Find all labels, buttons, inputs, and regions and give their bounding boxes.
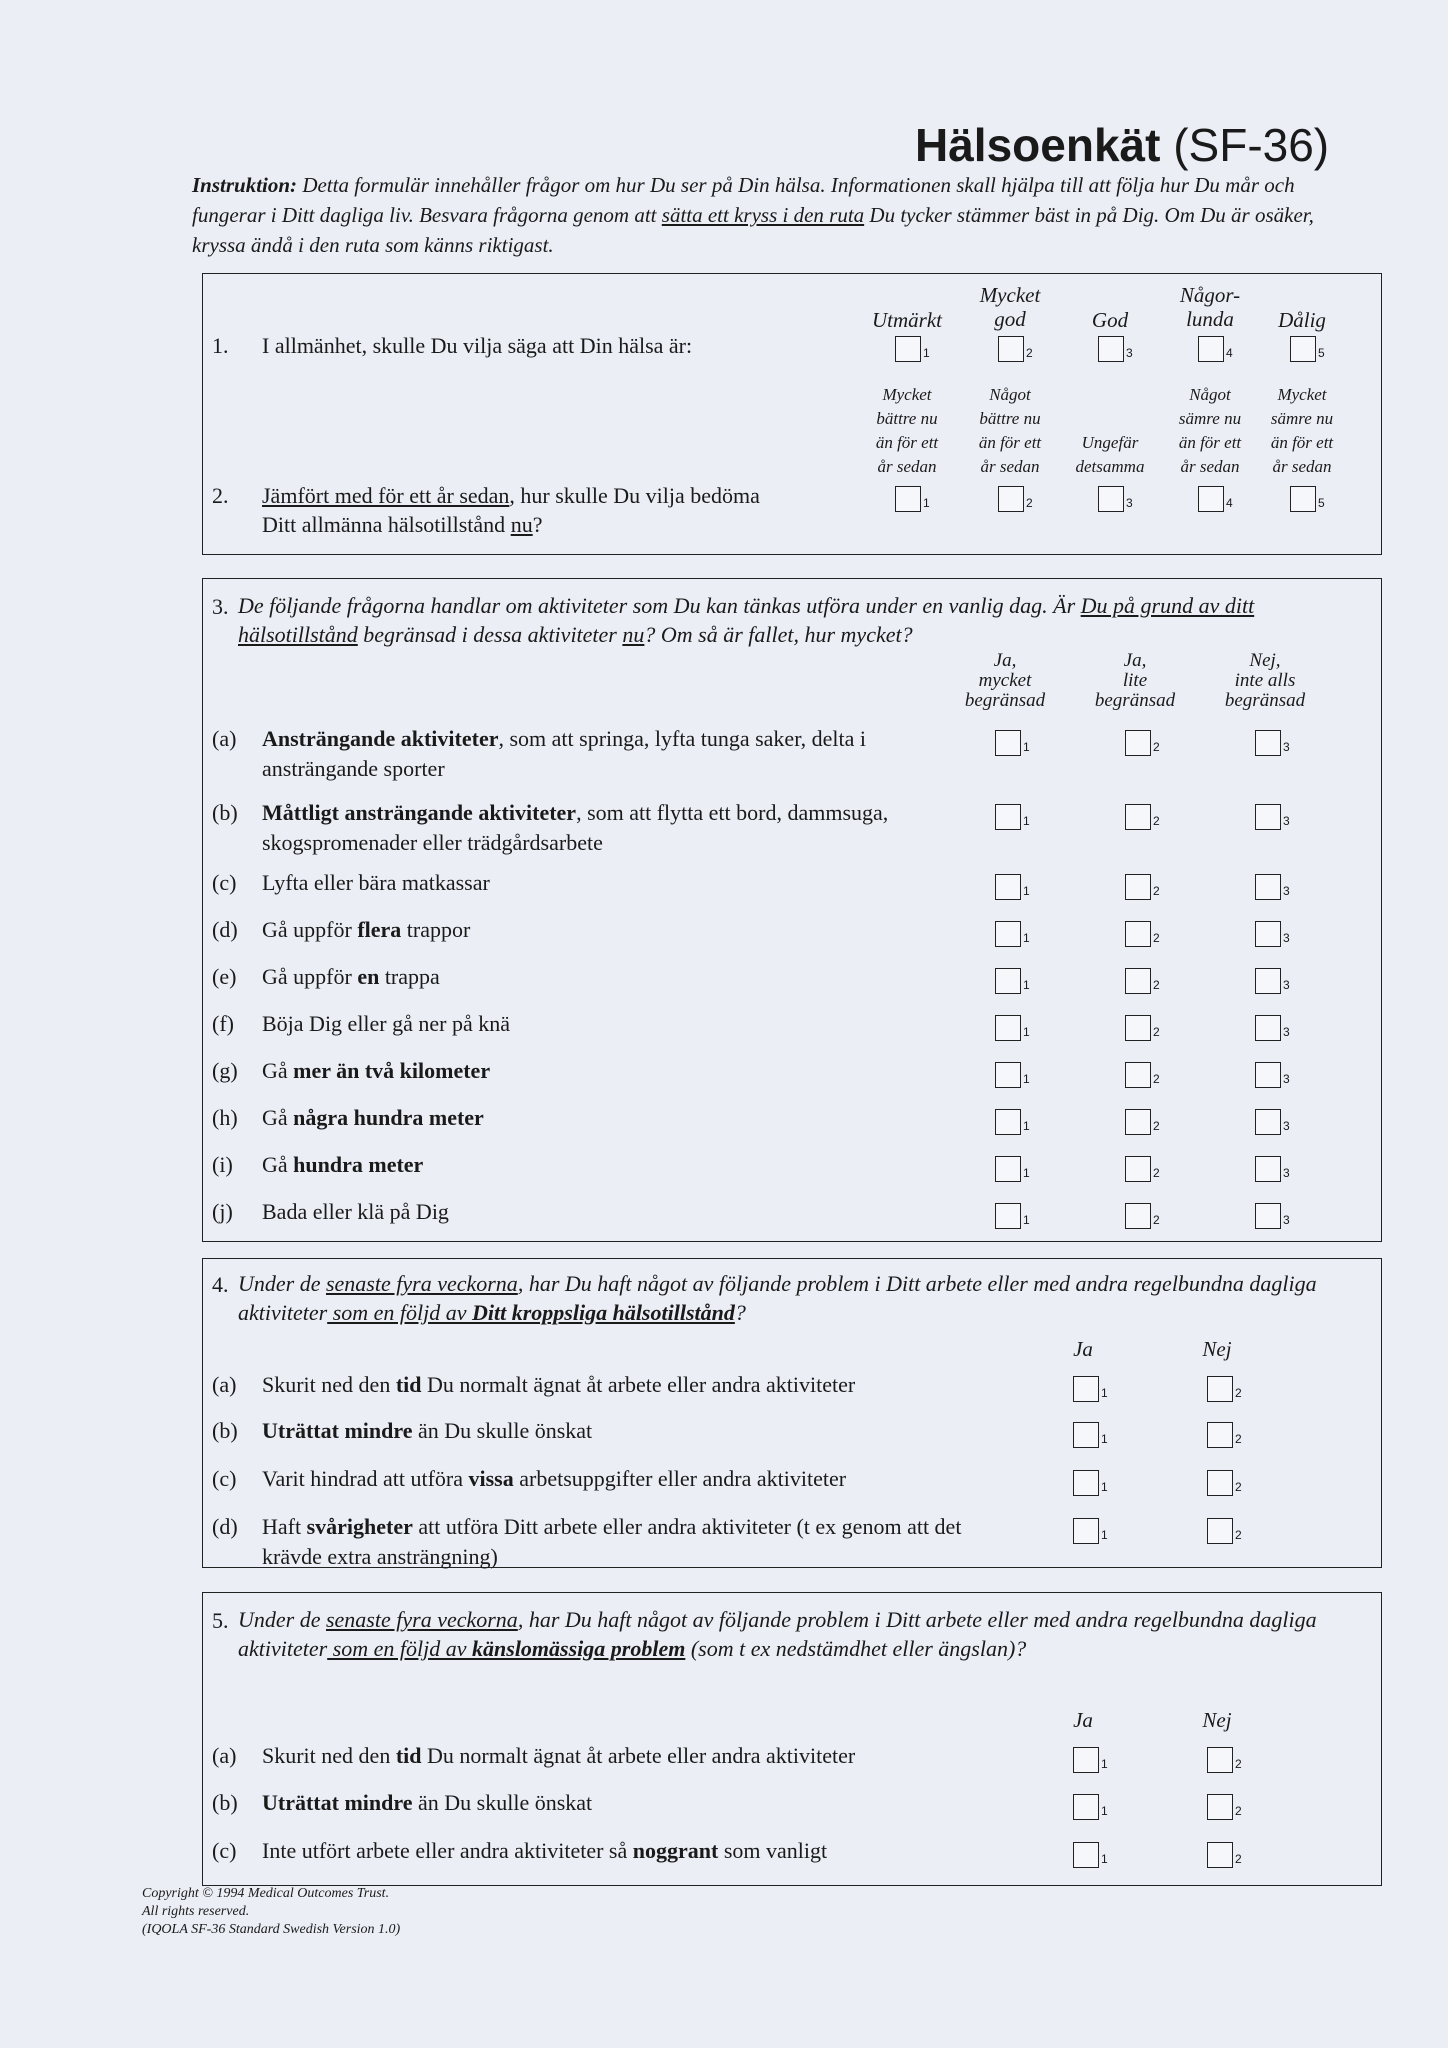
q3-b-option-2[interactable] [1125, 804, 1151, 830]
q5-item-letter-a: (a) [212, 1743, 237, 1768]
q3-b-option-3[interactable] [1255, 804, 1281, 830]
q3-f-option-3-code: 3 [1283, 1025, 1290, 1039]
q3-h-option-3[interactable] [1255, 1109, 1281, 1135]
q3-item-letter-b: (b) [212, 800, 238, 825]
q4-col-header-2: Nej [1202, 1337, 1232, 1361]
q5-item-text-b: Uträttat mindre än Du skulle önskat [262, 1790, 593, 1815]
q3-col-header-1: Ja, mycket begränsad [964, 650, 1046, 711]
q3-e-option-1[interactable] [995, 968, 1021, 994]
q3-col-header-3: Nej, inte alls begränsad [1224, 650, 1306, 711]
q2-option-2-code: 2 [1026, 496, 1033, 510]
q4-item-letter-b: (b) [212, 1418, 238, 1443]
q3-item-text-h: Gå några hundra meter [262, 1105, 484, 1130]
q3-i-option-3-code: 3 [1283, 1166, 1290, 1180]
q3-a-option-2-code: 2 [1153, 740, 1160, 754]
q5-a-option-2[interactable] [1207, 1747, 1233, 1773]
q3-d-option-2-code: 2 [1153, 931, 1160, 945]
q1-option-label-5: Dålig [1278, 308, 1326, 332]
q4-item-text-d: Haft svårigheter att utföra Ditt arbete eller andra aktiviteter (t ex genom att det krävde extra ansträngning) [262, 1514, 962, 1569]
q1-text: I allmänhet, skulle Du vilja säga att Din hälsa är: [262, 333, 693, 358]
q4-item-text-a: Skurit ned den tid Du normalt ägnat åt arbete eller andra aktiviteter [262, 1372, 856, 1397]
q2-option-1-code: 1 [923, 496, 930, 510]
q4-a-option-2[interactable] [1207, 1376, 1233, 1402]
q1-option-5-code: 5 [1318, 346, 1325, 360]
q3-g-option-1-code: 1 [1023, 1072, 1030, 1086]
q3-item-letter-f: (f) [212, 1011, 234, 1036]
q3-j-option-2-code: 2 [1153, 1213, 1160, 1227]
q3-i-option-2-code: 2 [1153, 1166, 1160, 1180]
q3-f-option-1[interactable] [995, 1015, 1021, 1041]
q1-option-4-code: 4 [1226, 346, 1233, 360]
q3-item-letter-d: (d) [212, 917, 238, 942]
q5-col-header-2: Nej [1202, 1708, 1232, 1732]
q2-option-4-code: 4 [1226, 496, 1233, 510]
q3-f-option-2-code: 2 [1153, 1025, 1160, 1039]
q3-b-option-1-code: 1 [1023, 814, 1030, 828]
q3-c-option-2-code: 2 [1153, 884, 1160, 898]
q3-d-option-1[interactable] [995, 921, 1021, 947]
q3-h-option-3-code: 3 [1283, 1119, 1290, 1133]
q3-i-option-1[interactable] [995, 1156, 1021, 1182]
q3-j-option-1-code: 1 [1023, 1213, 1030, 1227]
q5-number: 5. [212, 1608, 229, 1633]
q3-f-option-3[interactable] [1255, 1015, 1281, 1041]
q1-option-5[interactable] [1290, 336, 1316, 362]
q3-a-option-3[interactable] [1255, 730, 1281, 756]
q3-e-option-3-code: 3 [1283, 978, 1290, 992]
q1-option-3-code: 3 [1126, 346, 1133, 360]
q3-c-option-3-code: 3 [1283, 884, 1290, 898]
q3-h-option-1-code: 1 [1023, 1119, 1030, 1133]
q2-option-3-code: 3 [1126, 496, 1133, 510]
q1-option-label-3: God [1091, 308, 1129, 332]
q4-c-option-2-code: 2 [1235, 1480, 1242, 1494]
q3-item-text-a: Ansträngande aktiviteter, som att springa, lyfta tunga saker, delta i ansträngande sporter [262, 726, 867, 781]
q4-a-option-2-code: 2 [1235, 1386, 1242, 1400]
q5-item-text-c: Inte utfört arbete eller andra aktiviteter så noggrant som vanligt [262, 1838, 828, 1863]
q4-intro: Under de senaste fyra veckorna, har Du haft något av följande problem i Ditt arbete eller med andra regelbundna dagliga aktiviteter som en följd av Ditt kroppsliga hälsotillstånd? [238, 1271, 1317, 1325]
q3-i-option-3[interactable] [1255, 1156, 1281, 1182]
q4-number: 4. [212, 1272, 229, 1297]
q3-i-option-1-code: 1 [1023, 1166, 1030, 1180]
q3-c-option-1[interactable] [995, 874, 1021, 900]
q3-item-text-i: Gå hundra meter [262, 1152, 424, 1177]
q5-c-option-1-code: 1 [1101, 1852, 1108, 1866]
q3-item-text-d: Gå uppför flera trappor [262, 917, 471, 942]
q3-item-text-j: Bada eller klä på Dig [262, 1199, 449, 1224]
q3-j-option-3[interactable] [1255, 1203, 1281, 1229]
q3-a-option-2[interactable] [1125, 730, 1151, 756]
q4-d-option-2[interactable] [1207, 1518, 1233, 1544]
q4-c-option-1[interactable] [1073, 1470, 1099, 1496]
q5-b-option-1-code: 1 [1101, 1804, 1108, 1818]
q3-d-option-1-code: 1 [1023, 931, 1030, 945]
q5-c-option-2-code: 2 [1235, 1852, 1242, 1866]
q3-item-letter-c: (c) [212, 870, 237, 895]
q3-item-letter-h: (h) [212, 1105, 238, 1130]
q3-e-option-1-code: 1 [1023, 978, 1030, 992]
q3-e-option-2[interactable] [1125, 968, 1151, 994]
q3-e-option-2-code: 2 [1153, 978, 1160, 992]
q3-number: 3. [212, 594, 229, 619]
q3-g-option-2-code: 2 [1153, 1072, 1160, 1086]
q1-option-1[interactable] [895, 336, 921, 362]
q4-b-option-1[interactable] [1073, 1422, 1099, 1448]
q5-item-letter-b: (b) [212, 1790, 238, 1815]
q3-e-option-3[interactable] [1255, 968, 1281, 994]
q5-b-option-2[interactable] [1207, 1794, 1233, 1820]
page-title: Hälsoenkät (SF-36) [915, 119, 1330, 171]
q4-c-option-2[interactable] [1207, 1470, 1233, 1496]
q5-col-header-1: Ja [1073, 1708, 1093, 1732]
q1-option-label-1: Utmärkt [872, 308, 942, 332]
q5-a-option-2-code: 2 [1235, 1757, 1242, 1771]
q1-option-3[interactable] [1098, 336, 1124, 362]
q4-d-option-2-code: 2 [1235, 1528, 1242, 1542]
q5-item-text-a: Skurit ned den tid Du normalt ägnat åt arbete eller andra aktiviteter [262, 1743, 856, 1768]
q2-option-1[interactable] [895, 486, 921, 512]
q3-a-option-1[interactable] [995, 730, 1021, 756]
q2-option-3[interactable] [1098, 486, 1124, 512]
q5-b-option-1[interactable] [1073, 1794, 1099, 1820]
q3-item-text-b: Måttligt ansträngande aktiviteter, som att flytta ett bord, dammsuga, skogspromenader eller trädgårdsarbete [262, 800, 889, 855]
q1-option-2-code: 2 [1026, 346, 1033, 360]
q2-option-label-2: Något bättre nu än för ett år sedan [978, 385, 1042, 476]
q4-b-option-2[interactable] [1207, 1422, 1233, 1448]
q3-j-option-3-code: 3 [1283, 1213, 1290, 1227]
instructions: Instruktion: Detta formulär innehåller frågor om hur Du ser på Din hälsa. Informationen skall hjälpa till att följa hur Du mår och fungerar i Ditt dagliga liv. Besvara frågorna genom att sätta ett kryss i den ruta Du tycker stämmer bäst in på Dig. Om Du är osäker, kryssa ändå i den ruta som känns riktigast. [192, 173, 1314, 257]
q3-g-option-3-code: 3 [1283, 1072, 1290, 1086]
q5-a-option-1[interactable] [1073, 1747, 1099, 1773]
q2-option-4[interactable] [1198, 486, 1224, 512]
q3-a-option-3-code: 3 [1283, 740, 1290, 754]
q3-c-option-2[interactable] [1125, 874, 1151, 900]
q4-col-header-1: Ja [1073, 1337, 1093, 1361]
q5-b-option-2-code: 2 [1235, 1804, 1242, 1818]
q3-intro: De följande frågorna handlar om aktiviteter som Du kan tänkas utföra under en vanlig dag. Är Du på grund av ditt hälsotillstånd begränsad i dessa aktiviteter nu? Om så är fallet, hur mycket? [238, 593, 1255, 647]
q3-col-header-2: Ja, lite begränsad [1094, 650, 1176, 711]
q2-option-label-1: Mycket bättre nu än för ett år sedan [875, 385, 939, 476]
q3-item-letter-g: (g) [212, 1058, 238, 1083]
q3-item-text-g: Gå mer än två kilometer [262, 1058, 491, 1083]
q5-intro: Under de senaste fyra veckorna, har Du haft något av följande problem i Ditt arbete eller med andra regelbundna dagliga aktiviteter som en följd av känslomässiga problem (som t ex nedstämdhet eller ängslan)? [238, 1607, 1317, 1661]
q3-item-text-c: Lyfta eller bära matkassar [262, 870, 490, 895]
q5-a-option-1-code: 1 [1101, 1757, 1108, 1771]
copyright: Copyright © 1994 Medical Outcomes Trust. All rights reserved. (IQOLA SF-36 Standard Swedish Version 1.0) [142, 1886, 401, 1937]
q2-option-label-4: Något sämre nu än för ett år sedan [1178, 385, 1242, 476]
q1-option-label-4: Någor- lunda [1179, 283, 1241, 331]
q3-b-option-1[interactable] [995, 804, 1021, 830]
q3-c-option-3[interactable] [1255, 874, 1281, 900]
q3-b-option-2-code: 2 [1153, 814, 1160, 828]
q4-item-text-c: Varit hindrad att utföra vissa arbetsuppgifter eller andra aktiviteter [262, 1466, 847, 1491]
q3-f-option-2[interactable] [1125, 1015, 1151, 1041]
q3-b-option-3-code: 3 [1283, 814, 1290, 828]
q1-option-4[interactable] [1198, 336, 1224, 362]
q4-b-option-1-code: 1 [1101, 1432, 1108, 1446]
q2-option-2[interactable] [998, 486, 1024, 512]
q3-j-option-1[interactable] [995, 1203, 1021, 1229]
q3-j-option-2[interactable] [1125, 1203, 1151, 1229]
q3-h-option-1[interactable] [995, 1109, 1021, 1135]
q3-item-letter-a: (a) [212, 726, 237, 751]
q1-option-1-code: 1 [923, 346, 930, 360]
q3-h-option-2[interactable] [1125, 1109, 1151, 1135]
q4-b-option-2-code: 2 [1235, 1432, 1242, 1446]
q1-number: 1. [212, 333, 229, 358]
q3-g-option-1[interactable] [995, 1062, 1021, 1088]
q5-item-letter-c: (c) [212, 1838, 237, 1863]
q4-a-option-1-code: 1 [1101, 1386, 1108, 1400]
q3-a-option-1-code: 1 [1023, 740, 1030, 754]
q2-number: 2. [212, 483, 229, 508]
q3-g-option-3[interactable] [1255, 1062, 1281, 1088]
q2-option-label-5: Mycket sämre nu än för ett år sedan [1270, 385, 1334, 476]
q4-a-option-1[interactable] [1073, 1376, 1099, 1402]
q3-d-option-2[interactable] [1125, 921, 1151, 947]
q3-h-option-2-code: 2 [1153, 1119, 1160, 1133]
q5-c-option-2[interactable] [1207, 1842, 1233, 1868]
q4-d-option-1-code: 1 [1101, 1528, 1108, 1542]
q3-item-text-f: Böja Dig eller gå ner på knä [262, 1011, 511, 1036]
q3-c-option-1-code: 1 [1023, 884, 1030, 898]
q3-item-letter-e: (e) [212, 964, 237, 989]
q3-d-option-3-code: 3 [1283, 931, 1290, 945]
q4-item-letter-a: (a) [212, 1372, 237, 1397]
q3-f-option-1-code: 1 [1023, 1025, 1030, 1039]
q4-d-option-1[interactable] [1073, 1518, 1099, 1544]
q3-d-option-3[interactable] [1255, 921, 1281, 947]
q4-item-letter-c: (c) [212, 1466, 237, 1491]
q2-option-5-code: 5 [1318, 496, 1325, 510]
q1-option-2[interactable] [998, 336, 1024, 362]
q2-text: Jämfört med för ett år sedan, hur skulle Du vilja bedöma Ditt allmänna hälsotillstånd nu? [262, 483, 760, 537]
q3-item-letter-j: (j) [212, 1199, 233, 1224]
q1-option-label-2: Mycket god [979, 283, 1041, 331]
q3-item-letter-i: (i) [212, 1152, 233, 1177]
q2-option-label-3: Ungefär detsamma [1075, 433, 1145, 476]
q3-i-option-2[interactable] [1125, 1156, 1151, 1182]
q5-c-option-1[interactable] [1073, 1842, 1099, 1868]
q2-option-5[interactable] [1290, 486, 1316, 512]
q4-item-text-b: Uträttat mindre än Du skulle önskat [262, 1418, 593, 1443]
q3-item-text-e: Gå uppför en trappa [262, 964, 440, 989]
q4-item-letter-d: (d) [212, 1514, 238, 1539]
q4-c-option-1-code: 1 [1101, 1480, 1108, 1494]
q3-g-option-2[interactable] [1125, 1062, 1151, 1088]
